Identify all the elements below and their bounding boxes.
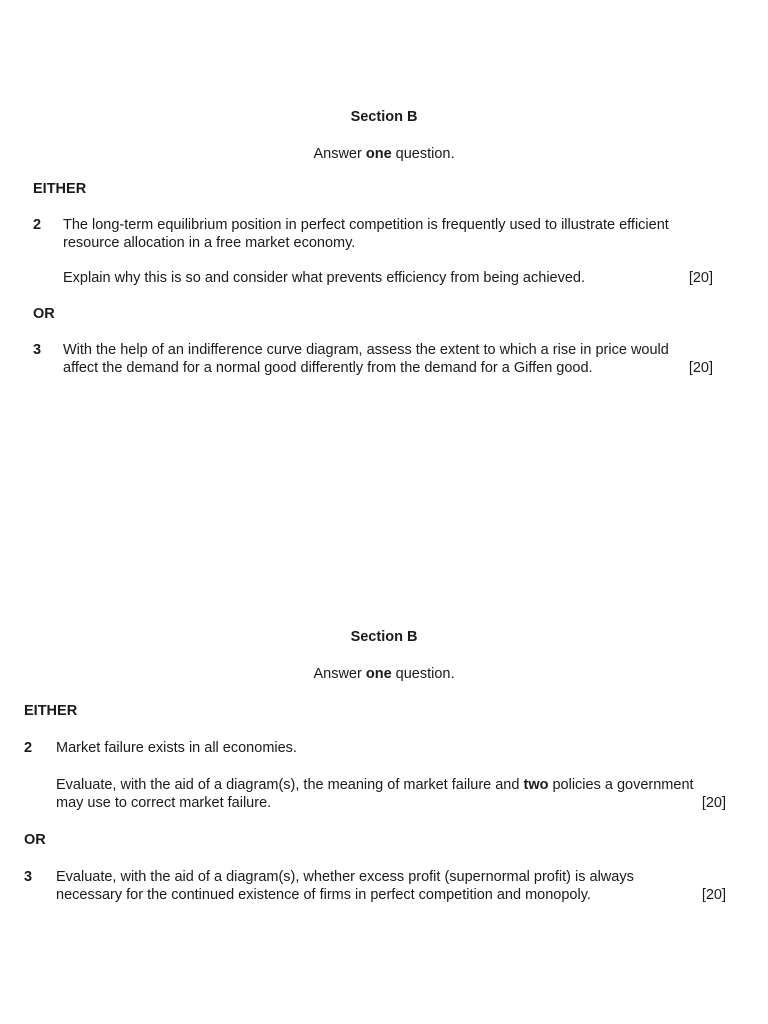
q2-text-2 [56,776,726,812]
q3-marks-2: [20] [701,887,726,903]
q3-number-2: 3 [24,869,33,885]
q3-marks-1: [20] [688,360,713,376]
either-label-1: EITHER [33,181,87,197]
q2-line1-2: Evaluate, with the aid of a diagram(s), the meaning of market failure and two policies a government [56,777,694,793]
q2-intro-2: Market failure exists in all economies. [56,740,297,756]
section-heading-2: Section B [350,629,418,645]
q2-marks-1: [20] [688,270,713,286]
or-label-1: OR [33,306,55,322]
q2-marks-2: [20] [701,795,726,811]
q3-line1-2: Evaluate, with the aid of a diagram(s), whether excess profit (supernormal profit) is always [56,869,634,885]
q2-number-1: 2 [33,217,42,233]
q3-line1-1: With the help of an indifference curve diagram, assess the extent to which a rise in price would [63,342,669,358]
or-label-2: OR [24,832,46,848]
instruction-1: Answer one question. [313,146,455,162]
q3-text-1 [63,341,713,377]
q2-task-1: Explain why this is so and consider what prevents efficiency from being achieved. [20] [63,270,713,286]
q2-line1-1: The long-term equilibrium position in perfect competition is frequently used to illustrate efficient [63,217,669,233]
q3-text-2 [56,868,726,904]
q2-line2-2: may use to correct market failure. [56,795,272,811]
q2-text-1 [63,216,713,252]
section-heading-1: Section B [350,109,418,125]
instruction-2: Answer one question. [313,666,455,682]
q3-line2-1: affect the demand for a normal good differently from the demand for a Giffen good. [63,360,593,376]
q2-number-2: 2 [24,740,33,756]
q2-line2-1: resource allocation in a free market economy. [63,235,356,251]
q3-number-1: 3 [33,342,42,358]
q3-line2-2: necessary for the continued existence of firms in perfect competition and monopoly. [56,887,591,903]
either-label-2: EITHER [24,703,78,719]
